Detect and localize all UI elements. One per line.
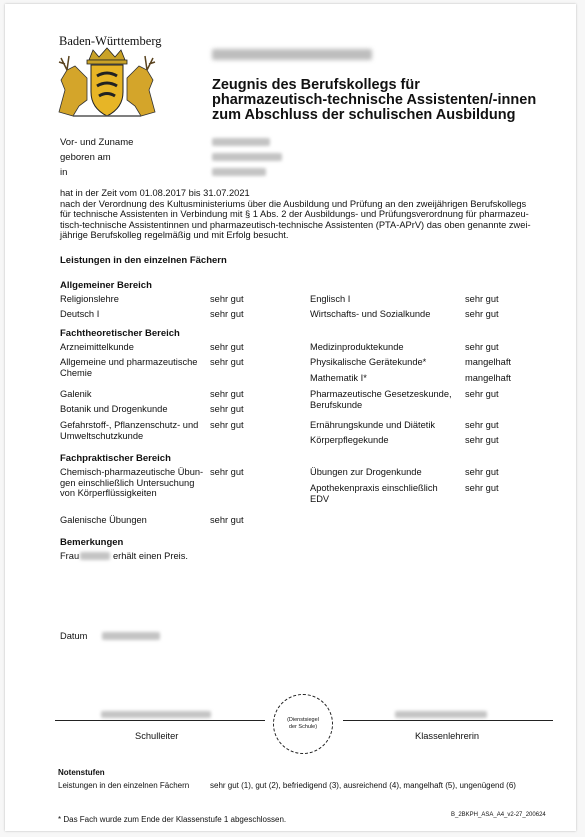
subject: Religionslehre [60,294,119,304]
grading-label: Leistungen in den einzelnen Fächern [58,781,190,790]
grade: sehr gut [210,404,244,414]
grade: sehr gut [210,342,244,352]
principal-name-redacted [101,711,211,718]
subject: Pharmazeutische Gesetzeskunde, Berufskunde [310,389,452,410]
school-name-redacted [212,49,372,60]
grade: sehr gut [465,309,499,319]
name-label: Vor- und Zuname [60,137,134,148]
remarks-text: erhält einen Preis. [113,551,188,561]
name-redacted [212,138,270,146]
section-theory: Fachtheoretischer Bereich [60,328,180,339]
principal-label: Schulleiter [135,731,179,741]
intro-line: hat in der Zeit vom 01.08.2017 bis 31.07.2021 [60,188,250,198]
grade: sehr gut [210,357,244,367]
coat-of-arms-icon [53,46,161,120]
grade: sehr gut [210,294,244,304]
state-name: Baden-Württemberg [59,34,162,48]
remarks-name-redacted [80,552,110,560]
subject: Englisch I [310,294,351,304]
subject: Chemisch-pharmazeutische Übun- gen einschließlich Untersuchung von Körperflüssigkeiten [60,467,204,498]
teacher-name-redacted [395,711,487,718]
teacher-label: Klassenlehrerin [415,731,480,741]
subject: Botanik und Drogenkunde [60,404,168,414]
grade: sehr gut [465,467,499,477]
birthplace-redacted [212,168,266,176]
grade: sehr gut [210,467,244,477]
official-seal-circle [273,694,333,754]
subject: Galenische Übungen [60,515,147,525]
title-line: pharmazeutisch-technische Assistenten/-innen [212,92,537,108]
subject: Körperpflegekunde [310,435,389,445]
form-code: B_2BKPH_ASA_A4_v2-27_200624 [451,812,546,818]
subject: Medizinproduktekunde [310,342,404,352]
birthplace-label: in [60,167,68,178]
footnote: * Das Fach wurde zum Ende der Klassenstufe 1 abgeschlossen. [58,815,287,824]
subject: Apothekenpraxis einschließlich EDV [310,483,438,504]
certificate-page [5,4,576,831]
subject: Wirtschafts- und Sozialkunde [310,309,431,319]
grade: sehr gut [465,342,499,352]
remarks-prefix: Frau [60,551,80,561]
grade: sehr gut [465,389,499,399]
intro-line: für technische Assistenten in Verbindung mit § 1 Abs. 2 der Ausbildungs- und Prüfungsverordnung für pharmazeu- [60,209,529,219]
grade: sehr gut [210,389,244,399]
remarks-heading: Bemerkungen [60,537,124,548]
grade: sehr gut [465,294,499,304]
grade: sehr gut [465,435,499,445]
grade: mangelhaft [465,373,511,383]
title-line: zum Abschluss der schulischen Ausbildung [212,107,516,123]
subject: Allgemeine und pharmazeutische Chemie [60,357,198,378]
grade: sehr gut [210,420,244,430]
subject: Deutsch I [60,309,100,319]
teacher-signature-line [343,720,553,721]
subject: Übungen zur Drogenkunde [310,467,422,477]
grade: sehr gut [465,483,499,493]
date-redacted [102,632,160,640]
intro-line: tisch-technische Assistentinnen und pharmazeutisch-technische Assistenten (PTA-APrV) das oben genannte zwei- [60,219,531,230]
grade: sehr gut [465,420,499,430]
subject: Ernährungskunde und Diätetik [310,420,436,430]
birthdate-label: geboren am [60,152,111,163]
grade: sehr gut [210,309,244,319]
principal-signature-line [55,720,265,721]
section-practice: Fachpraktischer Bereich [60,453,171,464]
grading-scale: sehr gut (1), gut (2), befriedigend (3), ausreichend (4), mangelhaft (5), ungenügend (6) [210,781,516,790]
section-general: Allgemeiner Bereich [60,280,152,291]
intro-text [60,188,550,241]
performance-heading: Leistungen in den einzelnen Fächern [60,255,227,266]
subject: Galenik [60,389,92,399]
title-line: Zeugnis des Berufskollegs für [212,77,420,93]
seal-text: (Dienstsiegel der Schule) [287,717,319,730]
subject: Physikalische Gerätekunde* [310,357,427,367]
birthdate-redacted [212,153,282,161]
subject: Gefahrstoff-, Pflanzenschutz- und Umweltschutzkunde [60,420,199,441]
grade: sehr gut [210,515,244,525]
intro-line: nach der Verordnung des Kultusministeriums über die Ausbildung und Prüfung an den zweijährigen Berufskollegs [60,198,527,209]
date-label: Datum [60,631,88,641]
intro-line: jährige Berufskolleg regelmäßig und mit Erfolg besucht. [60,230,289,240]
grade: mangelhaft [465,357,511,367]
subject: Arzneimittelkunde [60,342,134,352]
certificate-title [212,78,536,123]
subject: Mathematik I* [310,373,367,383]
grading-heading: Notenstufen [58,768,105,777]
